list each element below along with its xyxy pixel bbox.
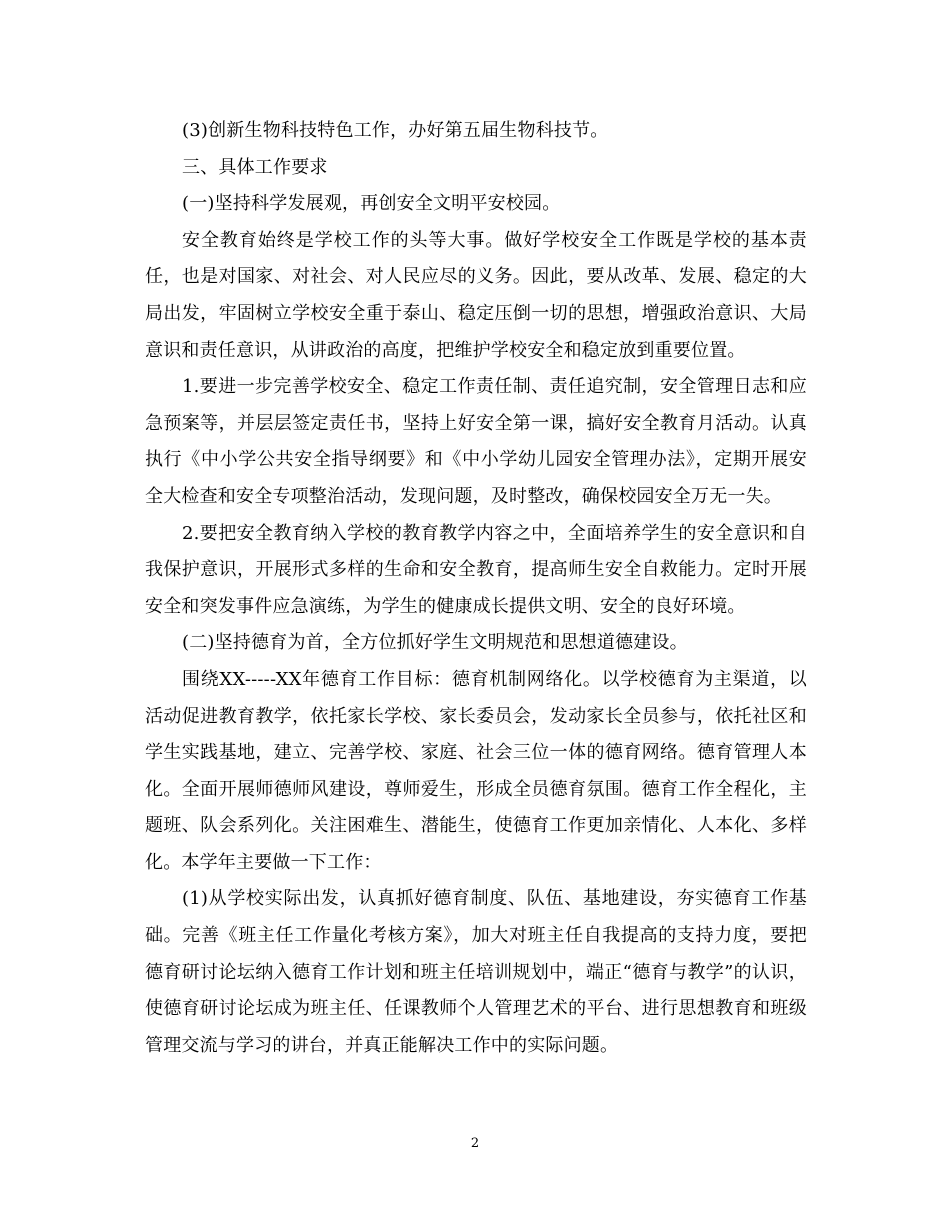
section-heading-work-requirements: 三、具体工作要求 [182, 156, 328, 178]
list-item-safety-responsibility: 1.要进一步完善学校安全、稳定工作责任制、责任追究制，安全管理日志和应急预案等，并层层签定责任书，坚持上好安全第一课，搞好安全教育月活动。认真执行《中小学公共安全指导纲要》和《中小学幼儿园安全管理办法》，定期开展安全大检查和安全专项整治活动，发现问题，及时整改，确保校园安全万无一失。 [145, 376, 807, 507]
document-body [145, 113, 807, 1064]
list-item-safety-curriculum: 2.要把安全教育纳入学校的教育教学内容之中，全面培养学生的安全意识和自我保护意识，开展形式多样的生命和安全教育，提高师生安全自救能力。定时开展安全和突发事件应急演练，为学生的健康成长提供文明、安全的良好环境。 [145, 522, 807, 617]
subsection-heading-safety-campus: (一)坚持科学发展观，再创安全文明平安校园。 [182, 193, 561, 215]
paragraph-safety-education: 安全教育始终是学校工作的头等大事。做好学校安全工作既是学校的基本责任，也是对国家、对社会、对人民应尽的义务。因此，要从改革、发展、稳定的大局出发，牢固树立学校安全重于泰山、稳定压倒一切的思想，增强政治意识、大局意识和责任意识，从讲政治的高度，把维护学校安全和稳定放到重要位置。 [145, 229, 807, 361]
list-item-moral-education-system: (1)从学校实际出发，认真抓好德育制度、队伍、基地建设，夯实德育工作基础。完善《班主任工作量化考核方案》，加大对班主任自我提高的支持力度，要把德育研讨论坛纳入德育工作计划和班主任培训规划中，端正“德育与教学”的认识，使德育研讨论坛成为班主任、任课教师个人管理艺术的平台、进行思想教育和班级管理交流与学习的讲台，并真正能解决工作中的实际问题。 [145, 888, 807, 1056]
list-item-biotech-festival: (3)创新生物科技特色工作，办好第五届生物科技节。 [182, 120, 609, 141]
paragraph-moral-education-goals: 围绕XX-----XX年德育工作目标：德育机制网络化。以学校德育为主渠道，以活动促进教育教学，依托家长学校、家长委员会，发动家长全员参与，依托社区和学生实践基地，建立、完善学校、家庭、社会三位一体的德育网络。德育管理人本化。全面开展师德师风建设，尊师爱生，形成全员德育氛围。德育工作全程化，主题班、队会系列化。关注困难生、潜能生，使德育工作更加亲情化、人本化、多样化。本学年主要做一下工作： [145, 668, 807, 873]
page-number: 2 [470, 1136, 480, 1151]
subsection-heading-moral-education: (二)坚持德育为首，全方位抓好学生文明规范和思想道德建设。 [182, 632, 688, 654]
